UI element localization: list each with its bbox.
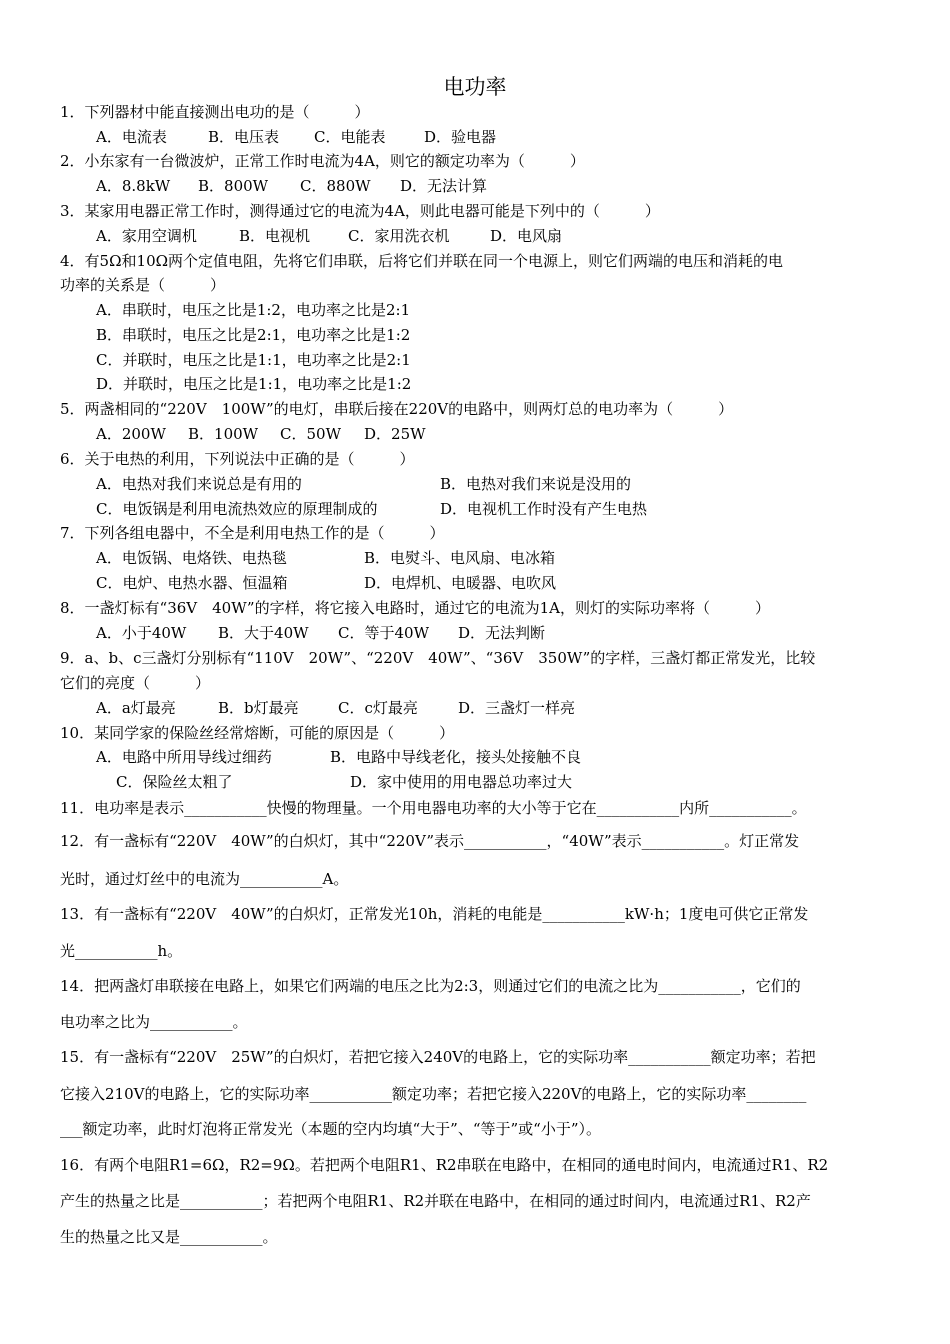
question-5-stem: 5．两盏相同的“220V 100W”的电灯，串联后接在220V的电路中，则两灯总的电功率为（ ） <box>60 400 734 418</box>
option-c: C．50W <box>280 425 341 443</box>
option-d: D．25W <box>364 425 426 443</box>
option-b: B．100W <box>188 425 259 443</box>
option-b: B．800W <box>198 177 269 195</box>
option-a: A．200W <box>96 425 166 443</box>
option-a: A．电流表 <box>96 128 167 146</box>
option-b: B．电熨斗、电风扇、电冰箱 <box>364 549 556 567</box>
question-16-cont-1: 产生的热量之比是___________；若把两个电阻R1、R2并联在电路中，在相同的通过时间内，电流通过R1、R2产 <box>60 1192 811 1210</box>
question-10-stem: 10．某同学家的保险丝经常熔断，可能的原因是（ ） <box>60 724 455 742</box>
question-7-stem: 7．下列各组电器中，不全是利用电热工作的是（ ） <box>60 524 445 542</box>
option-c: C．电能表 <box>314 128 386 146</box>
question-12: 12．有一盏标有“220V 40W”的白炽灯，其中“220V”表示___________，“40W”表示___________。灯正常发 <box>60 832 800 850</box>
option-c: C．880W <box>300 177 371 195</box>
option-b: B．电压表 <box>208 128 280 146</box>
question-16: 16．有两个电阻R1=6Ω，R2=9Ω。若把两个电阻R1、R2串联在电路中，在相同的通电时间内，电流通过R1、R2 <box>60 1156 829 1174</box>
option-a: A．小于40W <box>96 624 187 642</box>
option-c: C．保险丝太粗了 <box>116 773 233 791</box>
option-d: D．并联时，电压之比是1:1，电功率之比是1:2 <box>96 375 412 393</box>
question-11: 11．电功率是表示___________快慢的物理量。一个用电器电功率的大小等于它在___________内所___________。 <box>60 799 807 817</box>
question-4-stem: 4．有5Ω和10Ω两个定值电阻，先将它们串联，后将它们并联在同一个电源上，则它们两端的电压和消耗的电 <box>60 252 784 270</box>
option-a: A．电热对我们来说总是有用的 <box>96 475 302 493</box>
option-b: B．大于40W <box>218 624 309 642</box>
option-a: A．8.8kW <box>96 177 171 195</box>
option-d: D．电风扇 <box>490 227 563 245</box>
page-title: 电功率 <box>443 75 507 99</box>
option-d: D．无法判断 <box>458 624 546 642</box>
question-9-stem: 9．a、b、c三盏灯分别标有“110V 20W”、“220V 40W”、“36V 350W”的字样，三盏灯都正常发光，比较 <box>60 649 816 667</box>
option-d: D．电焊机、电暖器、电吹风 <box>364 574 557 592</box>
question-6-stem: 6．关于电热的利用，下列说法中正确的是（ ） <box>60 450 415 468</box>
question-12-cont: 光时，通过灯丝中的电流为___________A。 <box>60 870 349 888</box>
question-16-cont-2: 生的热量之比又是___________。 <box>60 1228 278 1246</box>
question-14: 14．把两盏灯串联接在电路上，如果它们两端的电压之比为2:3，则通过它们的电流之比为___________，它们的 <box>60 977 801 995</box>
option-b: B．电视机 <box>239 227 311 245</box>
question-15: 15．有一盏标有“220V 25W”的白炽灯，若把它接入240V的电路上，它的实际功率___________额定功率；若把 <box>60 1048 816 1066</box>
option-c: C．家用洗衣机 <box>348 227 450 245</box>
option-d: D．家中使用的用电器总功率过大 <box>350 773 573 791</box>
question-4-stem-cont: 功率的关系是（ ） <box>60 276 226 294</box>
option-d: D．无法计算 <box>400 177 488 195</box>
question-2-stem: 2．小东家有一台微波炉，正常工作时电流为4A，则它的额定功率为（ ） <box>60 152 585 170</box>
option-c: C．等于40W <box>338 624 429 642</box>
option-d: D．电视机工作时没有产生电热 <box>440 500 648 518</box>
option-d: D．验电器 <box>424 128 497 146</box>
question-8-stem: 8．一盏灯标有“36V 40W”的字样，将它接入电路时，通过它的电流为1A，则灯的实际功率将（ ） <box>60 599 770 617</box>
question-13-cont: 光___________h。 <box>60 942 183 960</box>
option-b: B．电路中导线老化，接头处接触不良 <box>330 748 582 766</box>
option-b: B．b灯最亮 <box>218 699 299 717</box>
option-a: A．a灯最亮 <box>96 699 176 717</box>
question-15-cont-1: 它接入210V的电路上，它的实际功率___________额定功率；若把它接入220V的电路上，它的实际功率________ <box>60 1085 807 1103</box>
question-14-cont: 电功率之比为___________。 <box>60 1013 248 1031</box>
option-b: B．串联时，电压之比是2:1，电功率之比是1:2 <box>96 326 411 344</box>
question-3-stem: 3．某家用电器正常工作时，测得通过它的电流为4A，则此电器可能是下列中的（ ） <box>60 202 660 220</box>
option-a: A．家用空调机 <box>96 227 197 245</box>
option-c: C．并联时，电压之比是1:1，电功率之比是2:1 <box>96 351 411 369</box>
option-b: B．电热对我们来说是没用的 <box>440 475 632 493</box>
question-1-stem: 1．下列器材中能直接测出电功的是（ ） <box>60 103 370 121</box>
option-c: C．电炉、电热水器、恒温箱 <box>96 574 288 592</box>
question-9-stem-cont: 它们的亮度（ ） <box>60 674 211 692</box>
question-15-cont-2: ___额定功率，此时灯泡将正常发光（本题的空内均填“大于”、“等于”或“小于”）。 <box>60 1120 602 1138</box>
option-d: D．三盏灯一样亮 <box>458 699 576 717</box>
option-c: C．c灯最亮 <box>338 699 418 717</box>
option-a: A．电饭锅、电烙铁、电热毯 <box>96 549 287 567</box>
question-13: 13．有一盏标有“220V 40W”的白炽灯，正常发光10h，消耗的电能是___________kW·h；1度电可供它正常发 <box>60 905 809 923</box>
option-a: A．串联时，电压之比是1:2，电功率之比是2:1 <box>96 301 411 319</box>
option-c: C．电饭锅是利用电流热效应的原理制成的 <box>96 500 378 518</box>
option-a: A．电路中所用导线过细药 <box>96 748 272 766</box>
